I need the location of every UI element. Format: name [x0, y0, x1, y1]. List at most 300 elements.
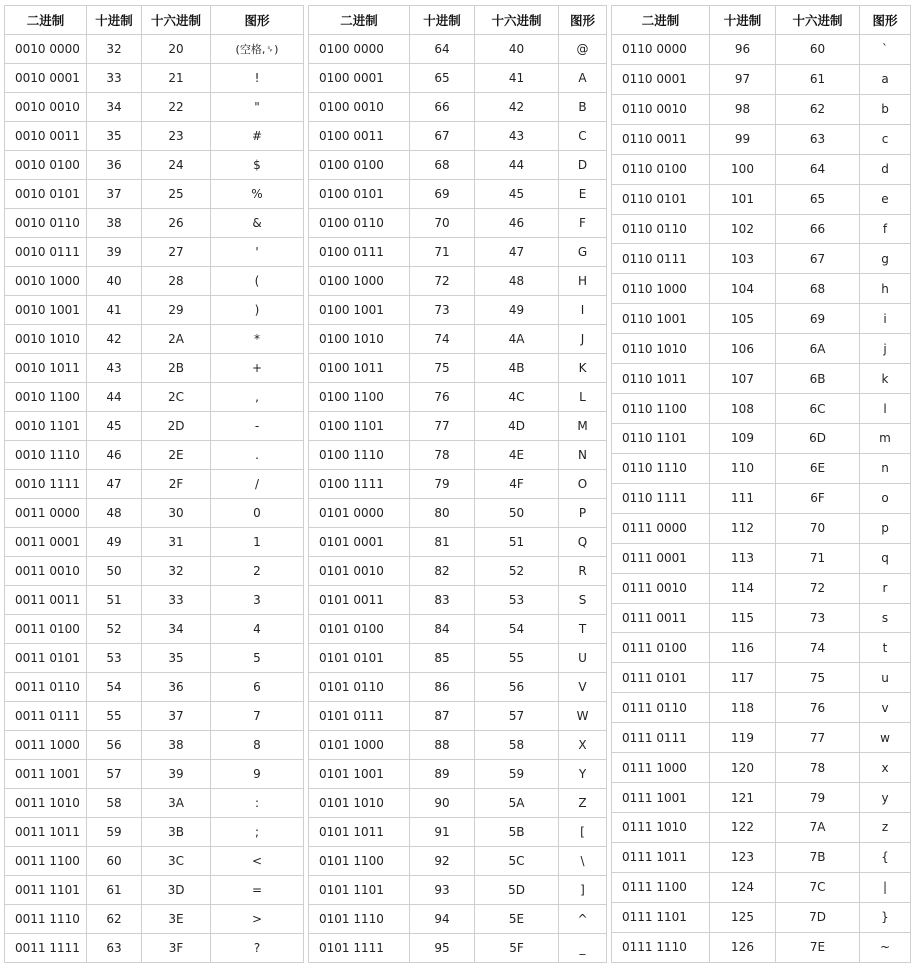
- glyph-cell: G: [559, 238, 607, 267]
- glyph-cell: y: [860, 783, 911, 813]
- decimal-cell: 121: [710, 783, 776, 813]
- decimal-cell: 114: [710, 573, 776, 603]
- hex-cell: 71: [776, 543, 860, 573]
- binary-cell: 0110 1110: [612, 453, 710, 483]
- hex-cell: 3F: [142, 934, 211, 963]
- decimal-cell: 101: [710, 184, 776, 214]
- hex-cell: 57: [475, 702, 559, 731]
- table-header-row: [309, 6, 607, 35]
- binary-cell: 0111 1011: [612, 842, 710, 872]
- decimal-cell: 44: [87, 383, 142, 412]
- decimal-cell: 94: [410, 905, 475, 934]
- hex-cell: 35: [142, 644, 211, 673]
- table-row: [5, 528, 304, 557]
- glyph-cell: 0: [211, 499, 304, 528]
- table-row: [5, 209, 304, 238]
- table-row: [309, 64, 607, 93]
- binary-cell: 0010 1111: [5, 470, 87, 499]
- binary-header: 二进制: [309, 6, 410, 35]
- table-row: [5, 383, 304, 412]
- decimal-cell: 85: [410, 644, 475, 673]
- binary-header: 二进制: [612, 6, 710, 35]
- binary-cell: 0101 1010: [309, 789, 410, 818]
- glyph-cell: %: [211, 180, 304, 209]
- decimal-cell: 97: [710, 64, 776, 94]
- hex-cell: 5A: [475, 789, 559, 818]
- table-row: [612, 364, 911, 394]
- binary-cell: 0010 0111: [5, 238, 87, 267]
- binary-cell: 0100 1110: [309, 441, 410, 470]
- table-row: [612, 932, 911, 962]
- glyph-cell: 3: [211, 586, 304, 615]
- table-row: [5, 615, 304, 644]
- decimal-cell: 122: [710, 812, 776, 842]
- glyph-cell: w: [860, 723, 911, 753]
- glyph-cell: S: [559, 586, 607, 615]
- hex-cell: 27: [142, 238, 211, 267]
- hex-cell: 63: [776, 124, 860, 154]
- table-row: [5, 470, 304, 499]
- decimal-cell: 69: [410, 180, 475, 209]
- glyph-cell: E: [559, 180, 607, 209]
- hex-cell: 21: [142, 64, 211, 93]
- decimal-cell: 119: [710, 723, 776, 753]
- binary-cell: 0110 1100: [612, 394, 710, 424]
- binary-cell: 0111 0001: [612, 543, 710, 573]
- ascii-table-2: [308, 5, 607, 963]
- binary-cell: 0011 1011: [5, 818, 87, 847]
- table-row: [612, 214, 911, 244]
- glyph-cell: a: [860, 64, 911, 94]
- table-row: [5, 702, 304, 731]
- glyph-cell: O: [559, 470, 607, 499]
- glyph-cell: m: [860, 423, 911, 453]
- decimal-cell: 53: [87, 644, 142, 673]
- glyph-header: 图形: [211, 6, 304, 35]
- table-row: [309, 644, 607, 673]
- table-row: [5, 354, 304, 383]
- table-row: [309, 615, 607, 644]
- decimal-cell: 57: [87, 760, 142, 789]
- table-row: [309, 470, 607, 499]
- decimal-cell: 62: [87, 905, 142, 934]
- glyph-header: 图形: [860, 6, 911, 35]
- glyph-cell: P: [559, 499, 607, 528]
- glyph-cell: J: [559, 325, 607, 354]
- decimal-cell: 78: [410, 441, 475, 470]
- binary-cell: 0010 1010: [5, 325, 87, 354]
- table-row: [5, 847, 304, 876]
- decimal-cell: 70: [410, 209, 475, 238]
- table-row: [612, 394, 911, 424]
- binary-cell: 0110 1001: [612, 304, 710, 334]
- table-row: [5, 934, 304, 963]
- glyph-cell: K: [559, 354, 607, 383]
- binary-cell: 0101 0011: [309, 586, 410, 615]
- hex-cell: 3B: [142, 818, 211, 847]
- hex-cell: 22: [142, 93, 211, 122]
- binary-cell: 0100 0001: [309, 64, 410, 93]
- binary-cell: 0111 1100: [612, 872, 710, 902]
- glyph-cell: 8: [211, 731, 304, 760]
- decimal-cell: 50: [87, 557, 142, 586]
- glyph-cell: d: [860, 154, 911, 184]
- decimal-cell: 55: [87, 702, 142, 731]
- binary-cell: 0100 1001: [309, 296, 410, 325]
- glyph-cell: -: [211, 412, 304, 441]
- hex-cell: 3E: [142, 905, 211, 934]
- binary-cell: 0010 1011: [5, 354, 87, 383]
- glyph-cell: @: [559, 35, 607, 64]
- binary-cell: 0011 0110: [5, 673, 87, 702]
- decimal-cell: 56: [87, 731, 142, 760]
- table-row: [309, 383, 607, 412]
- decimal-cell: 113: [710, 543, 776, 573]
- binary-cell: 0010 0010: [5, 93, 87, 122]
- decimal-cell: 39: [87, 238, 142, 267]
- glyph-cell: *: [211, 325, 304, 354]
- glyph-cell: u: [860, 663, 911, 693]
- binary-cell: 0101 1110: [309, 905, 410, 934]
- hex-cell: 28: [142, 267, 211, 296]
- hex-cell: 53: [475, 586, 559, 615]
- table-row: [5, 760, 304, 789]
- decimal-cell: 92: [410, 847, 475, 876]
- hex-cell: 45: [475, 180, 559, 209]
- hex-cell: 33: [142, 586, 211, 615]
- table-row: [5, 876, 304, 905]
- decimal-cell: 125: [710, 902, 776, 932]
- hex-cell: 70: [776, 513, 860, 543]
- decimal-cell: 86: [410, 673, 475, 702]
- hex-cell: 6A: [776, 334, 860, 364]
- table-row: [612, 663, 911, 693]
- hex-cell: 49: [475, 296, 559, 325]
- decimal-cell: 81: [410, 528, 475, 557]
- binary-cell: 0110 1011: [612, 364, 710, 394]
- binary-cell: 0100 0110: [309, 209, 410, 238]
- table-row: [612, 812, 911, 842]
- table-row: [612, 274, 911, 304]
- decimal-cell: 49: [87, 528, 142, 557]
- glyph-cell: +: [211, 354, 304, 383]
- glyph-cell: Q: [559, 528, 607, 557]
- hex-cell: 2B: [142, 354, 211, 383]
- hex-cell: 23: [142, 122, 211, 151]
- decimal-cell: 120: [710, 753, 776, 783]
- binary-cell: 0011 1100: [5, 847, 87, 876]
- decimal-cell: 36: [87, 151, 142, 180]
- decimal-header: 十进制: [87, 6, 142, 35]
- table-row: [309, 934, 607, 963]
- decimal-cell: 35: [87, 122, 142, 151]
- glyph-cell: j: [860, 334, 911, 364]
- glyph-cell: X: [559, 731, 607, 760]
- table-row: [612, 872, 911, 902]
- hex-cell: 72: [776, 573, 860, 603]
- glyph-cell: <: [211, 847, 304, 876]
- binary-cell: 0010 1100: [5, 383, 87, 412]
- hex-cell: 37: [142, 702, 211, 731]
- glyph-cell: s: [860, 603, 911, 633]
- table-row: [612, 64, 911, 94]
- table-row: [612, 483, 911, 513]
- decimal-cell: 47: [87, 470, 142, 499]
- table-row: [612, 94, 911, 124]
- binary-cell: 0111 1110: [612, 932, 710, 962]
- decimal-cell: 124: [710, 872, 776, 902]
- glyph-cell: &: [211, 209, 304, 238]
- hex-cell: 6B: [776, 364, 860, 394]
- glyph-cell: #: [211, 122, 304, 151]
- binary-cell: 0010 1001: [5, 296, 87, 325]
- decimal-cell: 51: [87, 586, 142, 615]
- decimal-cell: 37: [87, 180, 142, 209]
- table-row: [5, 731, 304, 760]
- binary-cell: 0011 0111: [5, 702, 87, 731]
- hex-cell: 75: [776, 663, 860, 693]
- hex-cell: 7B: [776, 842, 860, 872]
- glyph-cell: V: [559, 673, 607, 702]
- table-row: [5, 905, 304, 934]
- glyph-cell: q: [860, 543, 911, 573]
- hex-cell: 25: [142, 180, 211, 209]
- decimal-cell: 110: [710, 453, 776, 483]
- binary-cell: 0110 1010: [612, 334, 710, 364]
- binary-cell: 0111 1010: [612, 812, 710, 842]
- table-row: [309, 209, 607, 238]
- decimal-cell: 108: [710, 394, 776, 424]
- glyph-cell: e: [860, 184, 911, 214]
- glyph-cell: I: [559, 296, 607, 325]
- table-row: [612, 573, 911, 603]
- table-row: [5, 586, 304, 615]
- decimal-cell: 54: [87, 673, 142, 702]
- hex-cell: 77: [776, 723, 860, 753]
- glyph-cell: N: [559, 441, 607, 470]
- hex-cell: 44: [475, 151, 559, 180]
- hex-cell: 4A: [475, 325, 559, 354]
- binary-cell: 0100 1101: [309, 412, 410, 441]
- hex-cell: 32: [142, 557, 211, 586]
- binary-cell: 0110 0011: [612, 124, 710, 154]
- hex-cell: 6E: [776, 453, 860, 483]
- glyph-cell: c: [860, 124, 911, 154]
- glyph-cell: B: [559, 93, 607, 122]
- hex-cell: 55: [475, 644, 559, 673]
- binary-cell: 0110 1101: [612, 423, 710, 453]
- glyph-cell: L: [559, 383, 607, 412]
- decimal-cell: 96: [710, 35, 776, 65]
- binary-cell: 0011 1101: [5, 876, 87, 905]
- hex-header: 十六进制: [142, 6, 211, 35]
- table-row: [5, 151, 304, 180]
- glyph-cell: i: [860, 304, 911, 334]
- binary-cell: 0101 0101: [309, 644, 410, 673]
- decimal-cell: 105: [710, 304, 776, 334]
- glyph-cell: ?: [211, 934, 304, 963]
- glyph-cell: A: [559, 64, 607, 93]
- table-row: [612, 154, 911, 184]
- decimal-cell: 33: [87, 64, 142, 93]
- binary-cell: 0101 0111: [309, 702, 410, 731]
- glyph-cell: ^: [559, 905, 607, 934]
- table-row: [5, 267, 304, 296]
- binary-cell: 0101 0110: [309, 673, 410, 702]
- decimal-cell: 74: [410, 325, 475, 354]
- binary-cell: 0010 1000: [5, 267, 87, 296]
- ascii-tables: [4, 5, 911, 963]
- hex-cell: 52: [475, 557, 559, 586]
- binary-cell: 0100 0010: [309, 93, 410, 122]
- table-row: [309, 441, 607, 470]
- glyph-cell: M: [559, 412, 607, 441]
- binary-cell: 0100 1100: [309, 383, 410, 412]
- table-row: [612, 723, 911, 753]
- hex-cell: 62: [776, 94, 860, 124]
- hex-cell: 36: [142, 673, 211, 702]
- decimal-cell: 93: [410, 876, 475, 905]
- glyph-cell: (空格,␠): [211, 35, 304, 64]
- decimal-cell: 95: [410, 934, 475, 963]
- binary-cell: 0010 0110: [5, 209, 87, 238]
- hex-cell: 7A: [776, 812, 860, 842]
- table-row: [612, 124, 911, 154]
- glyph-cell: ;: [211, 818, 304, 847]
- binary-cell: 0011 1001: [5, 760, 87, 789]
- binary-cell: 0100 0101: [309, 180, 410, 209]
- table-row: [612, 633, 911, 663]
- decimal-cell: 87: [410, 702, 475, 731]
- glyph-cell: `: [860, 35, 911, 65]
- binary-cell: 0100 1000: [309, 267, 410, 296]
- binary-cell: 0011 0000: [5, 499, 87, 528]
- table-row: [5, 557, 304, 586]
- hex-cell: 68: [776, 274, 860, 304]
- table-header-row: [5, 6, 304, 35]
- decimal-cell: 111: [710, 483, 776, 513]
- hex-cell: 2C: [142, 383, 211, 412]
- binary-cell: 0100 0111: [309, 238, 410, 267]
- hex-cell: 29: [142, 296, 211, 325]
- decimal-cell: 104: [710, 274, 776, 304]
- table-row: [5, 296, 304, 325]
- binary-cell: 0110 0101: [612, 184, 710, 214]
- decimal-cell: 99: [710, 124, 776, 154]
- binary-cell: 0110 0111: [612, 244, 710, 274]
- decimal-cell: 98: [710, 94, 776, 124]
- glyph-cell: }: [860, 902, 911, 932]
- hex-cell: 60: [776, 35, 860, 65]
- hex-cell: 3D: [142, 876, 211, 905]
- decimal-cell: 116: [710, 633, 776, 663]
- hex-cell: 43: [475, 122, 559, 151]
- binary-cell: 0011 0101: [5, 644, 87, 673]
- hex-cell: 46: [475, 209, 559, 238]
- decimal-cell: 45: [87, 412, 142, 441]
- table-row: [612, 184, 911, 214]
- glyph-cell: ": [211, 93, 304, 122]
- hex-cell: 5D: [475, 876, 559, 905]
- hex-cell: 66: [776, 214, 860, 244]
- decimal-header: 十进制: [410, 6, 475, 35]
- glyph-cell: T: [559, 615, 607, 644]
- table-row: [612, 423, 911, 453]
- decimal-cell: 66: [410, 93, 475, 122]
- glyph-cell: C: [559, 122, 607, 151]
- decimal-cell: 71: [410, 238, 475, 267]
- decimal-cell: 115: [710, 603, 776, 633]
- binary-cell: 0110 0001: [612, 64, 710, 94]
- table-row: [309, 847, 607, 876]
- binary-cell: 0011 0011: [5, 586, 87, 615]
- binary-cell: 0101 0001: [309, 528, 410, 557]
- table-row: [309, 586, 607, 615]
- hex-header: 十六进制: [475, 6, 559, 35]
- decimal-cell: 117: [710, 663, 776, 693]
- hex-cell: 30: [142, 499, 211, 528]
- glyph-cell: !: [211, 64, 304, 93]
- decimal-cell: 68: [410, 151, 475, 180]
- binary-cell: 0100 0011: [309, 122, 410, 151]
- glyph-cell: :: [211, 789, 304, 818]
- table-row: [612, 543, 911, 573]
- decimal-cell: 40: [87, 267, 142, 296]
- glyph-cell: .: [211, 441, 304, 470]
- decimal-cell: 103: [710, 244, 776, 274]
- hex-cell: 59: [475, 760, 559, 789]
- glyph-cell: U: [559, 644, 607, 673]
- glyph-cell: l: [860, 394, 911, 424]
- binary-cell: 0110 0110: [612, 214, 710, 244]
- binary-cell: 0011 1000: [5, 731, 87, 760]
- binary-cell: 0101 1101: [309, 876, 410, 905]
- hex-cell: 38: [142, 731, 211, 760]
- table-row: [5, 499, 304, 528]
- table-row: [612, 453, 911, 483]
- hex-cell: 69: [776, 304, 860, 334]
- glyph-cell: ': [211, 238, 304, 267]
- decimal-cell: 72: [410, 267, 475, 296]
- table-row: [309, 702, 607, 731]
- glyph-cell: /: [211, 470, 304, 499]
- glyph-cell: F: [559, 209, 607, 238]
- glyph-cell: |: [860, 872, 911, 902]
- table-row: [309, 122, 607, 151]
- hex-cell: 4E: [475, 441, 559, 470]
- table-row: [309, 238, 607, 267]
- hex-cell: 7C: [776, 872, 860, 902]
- hex-cell: 3A: [142, 789, 211, 818]
- glyph-cell: \: [559, 847, 607, 876]
- table-row: [612, 783, 911, 813]
- glyph-cell: h: [860, 274, 911, 304]
- table-row: [612, 842, 911, 872]
- binary-cell: 0110 1111: [612, 483, 710, 513]
- hex-cell: 50: [475, 499, 559, 528]
- hex-cell: 40: [475, 35, 559, 64]
- hex-cell: 26: [142, 209, 211, 238]
- table-row: [309, 528, 607, 557]
- decimal-cell: 126: [710, 932, 776, 962]
- table-row: [309, 151, 607, 180]
- table-row: [612, 693, 911, 723]
- table-row: [309, 876, 607, 905]
- decimal-cell: 32: [87, 35, 142, 64]
- table-row: [309, 760, 607, 789]
- table-row: [5, 412, 304, 441]
- hex-cell: 7E: [776, 932, 860, 962]
